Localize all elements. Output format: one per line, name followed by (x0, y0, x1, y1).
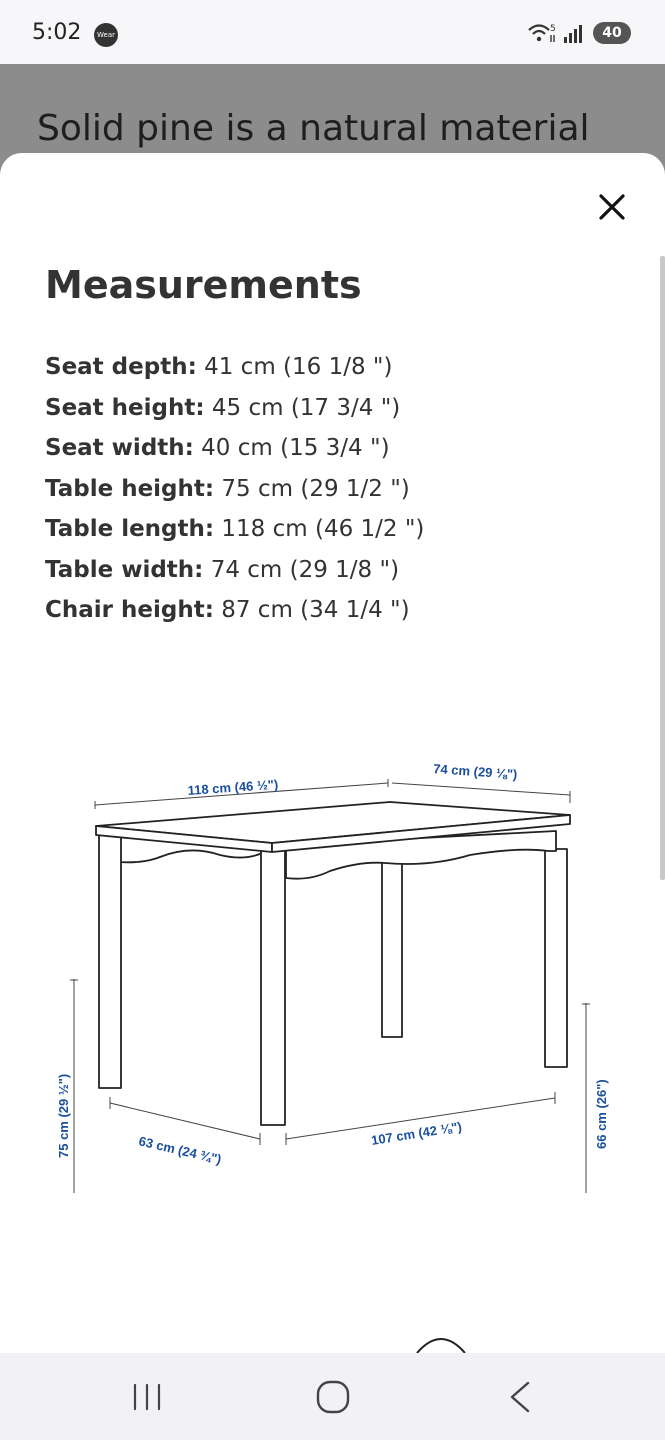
measurements-sheet (0, 153, 665, 1353)
battery-icon: 40 (593, 22, 631, 44)
dim-label-length-bottom: 107 cm (42 ⅛") (370, 1118, 463, 1148)
home-icon (303, 1375, 363, 1419)
next-item-peek (415, 1331, 467, 1353)
table-leg (382, 859, 402, 1037)
home-button[interactable] (303, 1375, 363, 1419)
table-dimensions-diagram (0, 733, 665, 1193)
list-item: Seat width: 40 cm (15 3/4 ") (45, 435, 390, 461)
status-bar (0, 0, 665, 64)
dim-label-height-left: 75 cm (29 ½") (56, 1073, 71, 1158)
list-item: Table width: 74 cm (29 1/8 ") (45, 556, 400, 583)
svg-text:5: 5 (550, 24, 556, 34)
back-icon (490, 1375, 550, 1419)
list-item: Seat height: 45 cm (17 3/4 ") (45, 394, 401, 421)
status-time: 5:02 (32, 20, 82, 45)
table-leg (545, 849, 567, 1067)
list-item: Chair height: 87 cm (34 1/4 ") (45, 597, 410, 623)
back-button[interactable] (490, 1375, 550, 1419)
recent-apps-icon (118, 1375, 178, 1419)
backdrop-page-title: Solid pine is a natural material (37, 108, 590, 149)
wear-badge: Wear (94, 23, 118, 47)
dim-label-depth-bottom: 63 cm (24 ¾") (137, 1133, 223, 1167)
table-leg (99, 835, 121, 1088)
status-icons (527, 20, 631, 46)
recent-apps-button[interactable] (118, 1375, 178, 1419)
list-item: Seat depth: 41 cm (16 1/8 ") (45, 354, 393, 380)
wifi-5-icon (527, 22, 557, 44)
dim-label-height-right: 66 cm (26") (594, 1079, 609, 1149)
measurements-list (45, 347, 424, 631)
signal-icon (563, 22, 587, 44)
dim-label-width-top: 74 cm (29 ⅛") (432, 761, 518, 782)
list-item: Table height: 75 cm (29 1/2 ") (45, 475, 410, 502)
table-leg (261, 845, 285, 1125)
close-button[interactable] (590, 185, 634, 229)
list-item: Table length: 118 cm (46 1/2 ") (45, 516, 425, 542)
system-nav-bar (0, 1353, 665, 1440)
dim-label-length-top: 118 cm (46 ½") (187, 776, 279, 798)
close-icon (590, 185, 634, 229)
sheet-title: Measurements (45, 263, 362, 307)
